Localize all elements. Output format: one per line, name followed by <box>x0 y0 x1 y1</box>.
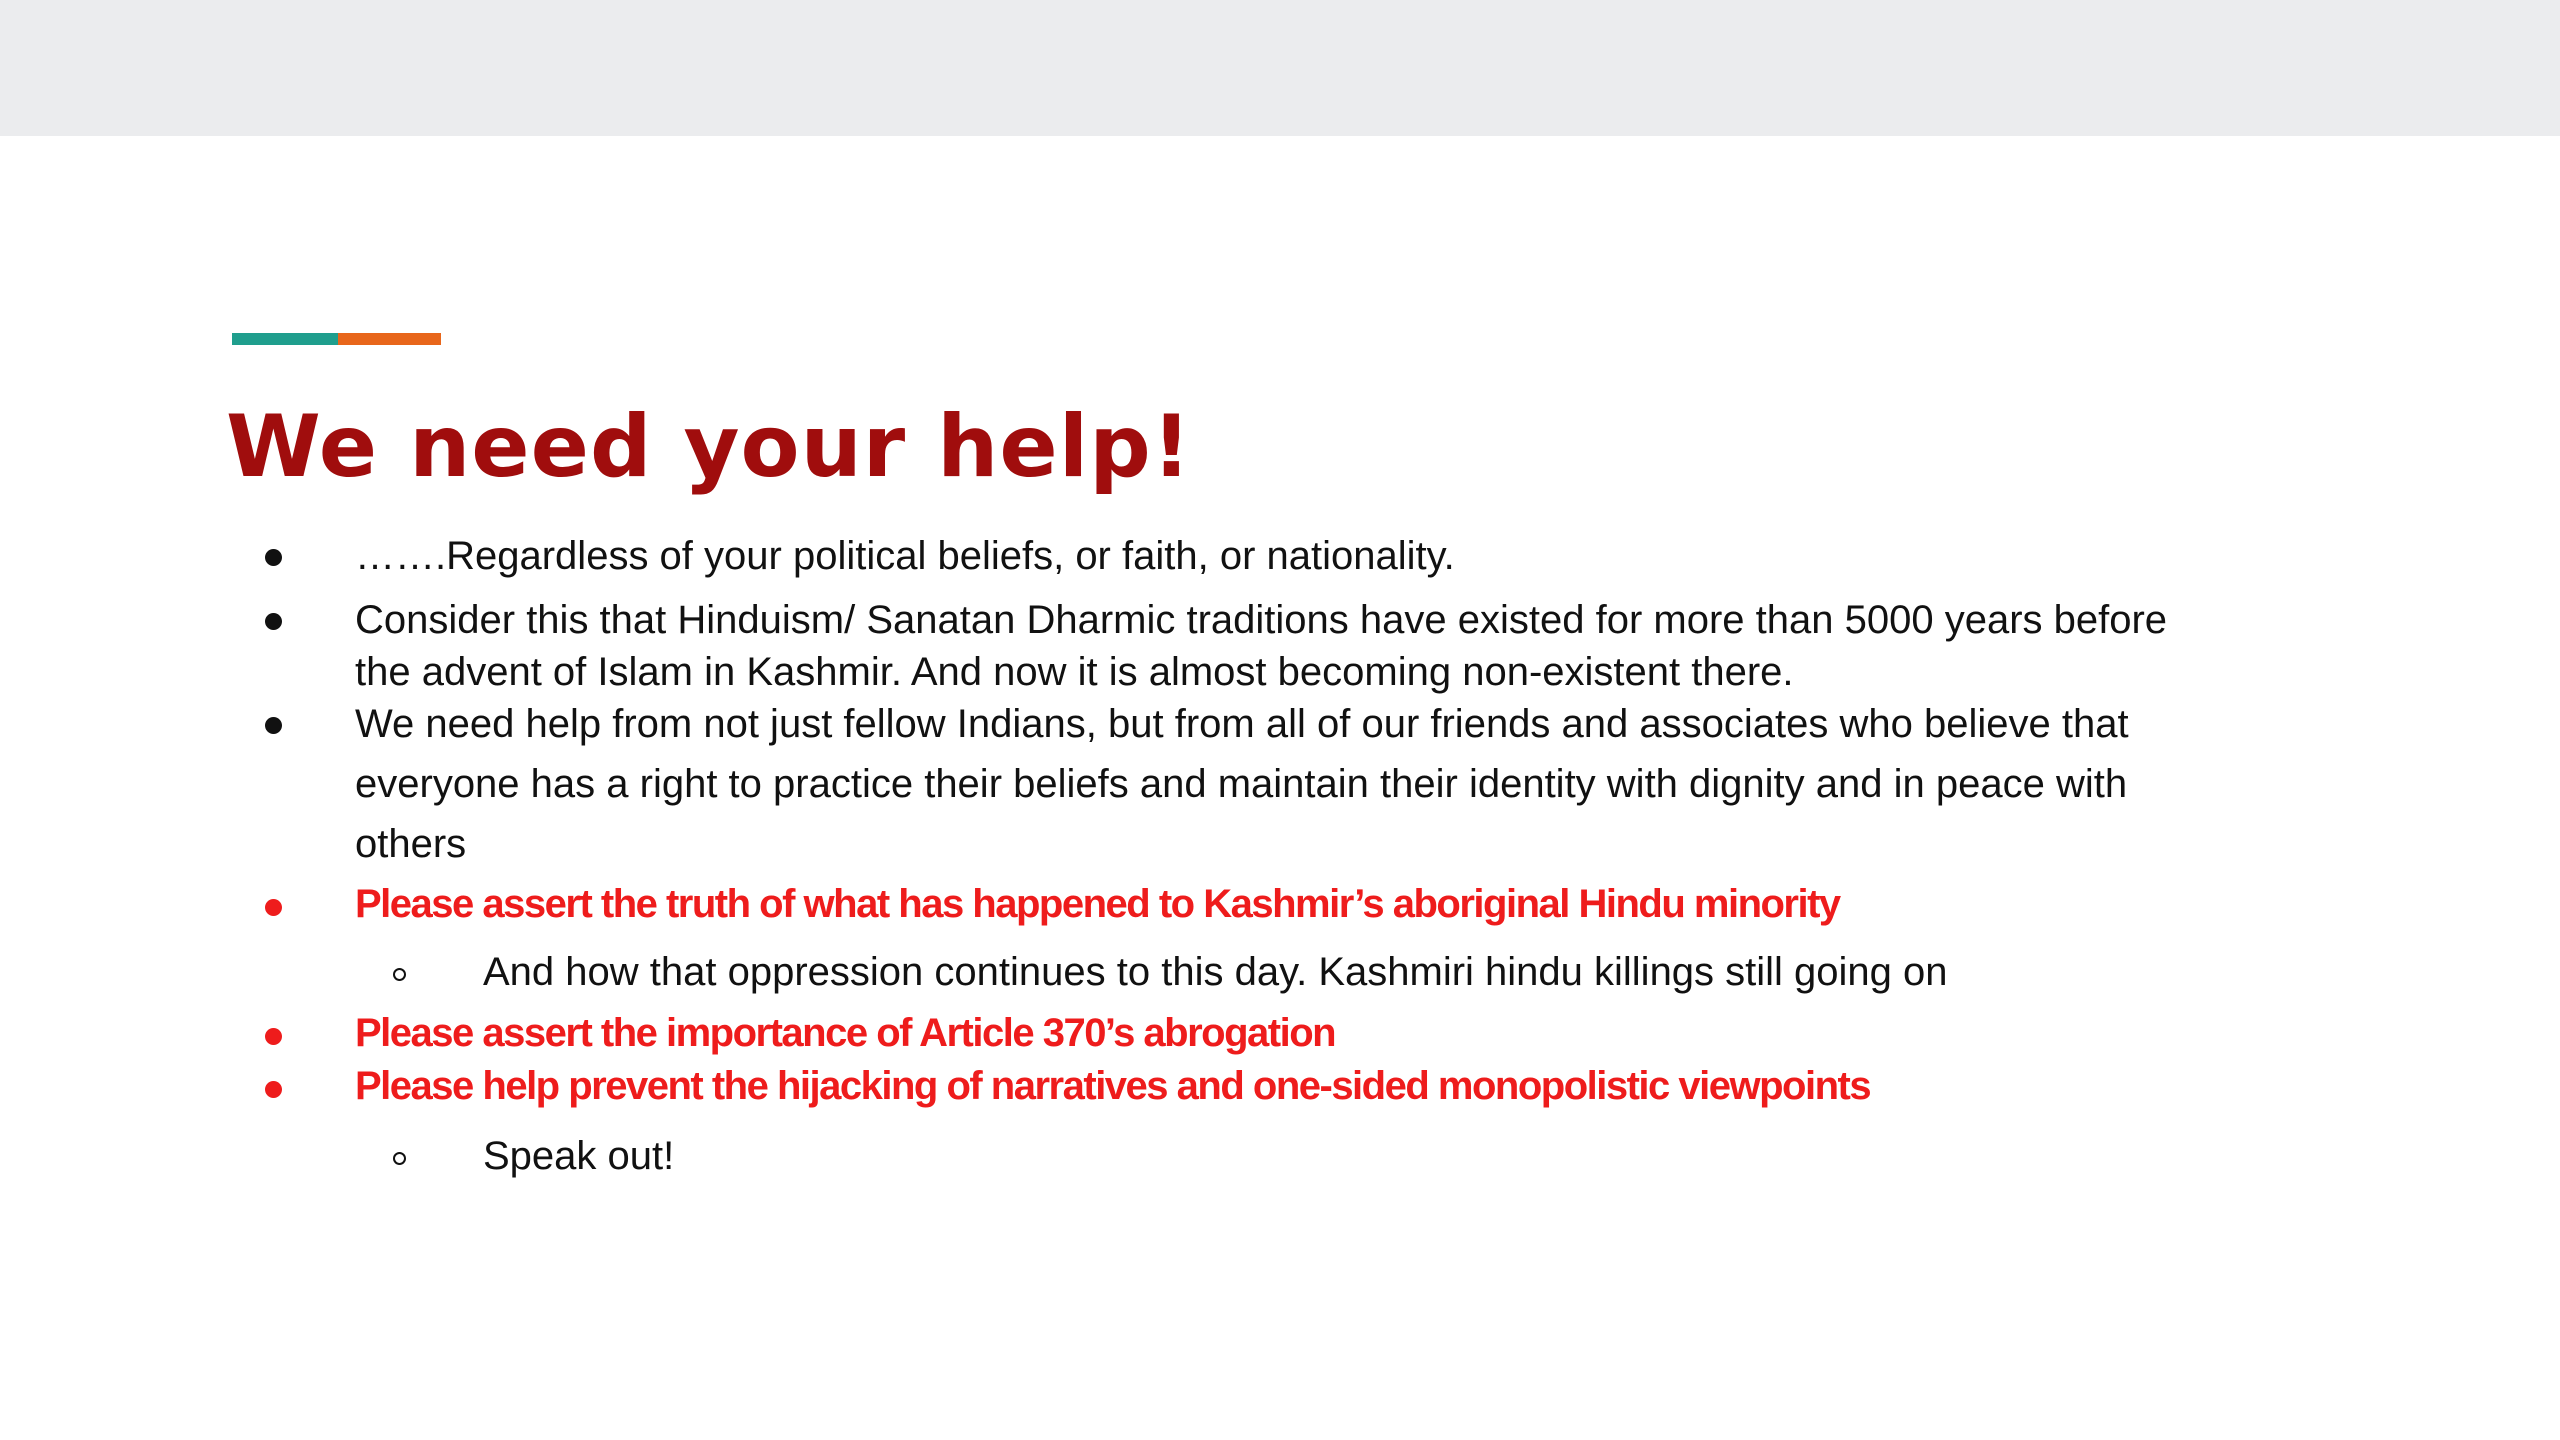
bullet-dot <box>265 717 282 734</box>
bullet-text <box>483 1130 674 1182</box>
bullet-text <box>355 698 2129 878</box>
sub-bullet-circle <box>393 968 406 981</box>
bullet-dot <box>265 1081 282 1098</box>
bullet-dot <box>265 1028 282 1045</box>
sub-bullet-circle <box>393 1152 406 1165</box>
bullet-dot <box>265 549 282 566</box>
bullet-dot <box>265 899 282 916</box>
top-band <box>0 0 2560 136</box>
accent-segment-orange <box>338 333 441 345</box>
bullet-text <box>355 878 1840 930</box>
title-accent-bar <box>232 333 441 345</box>
bullet-line: And how that oppression continues to this day. Kashmiri hindu killings still going on <box>483 950 1948 994</box>
bullet-line: Please help prevent the hijacking of narratives and one-sided monopolistic viewpoints <box>355 1064 1871 1108</box>
bullet-text <box>483 946 1948 998</box>
bullet-text <box>355 1060 1870 1112</box>
bullet-line: …….Regardless of your political beliefs, or faith, or nationality. <box>355 534 1455 578</box>
bullet-line: everyone has a right to practice their beliefs and maintain their identity with dignity and in peace with <box>355 762 2128 806</box>
bullet-text <box>355 594 2167 698</box>
bullet-line: We need help from not just fellow Indians, but from all of our friends and associates who believe that <box>355 702 2129 746</box>
accent-segment-teal <box>232 333 338 345</box>
bullet-dot <box>265 613 282 630</box>
bullet-line: Please assert the importance of Article 370’s abrogation <box>355 1011 1336 1055</box>
bullet-line: Speak out! <box>483 1134 675 1178</box>
bullet-line: others <box>355 822 467 866</box>
bullet-line: Please assert the truth of what has happened to Kashmir’s aboriginal Hindu minority <box>355 882 1840 926</box>
slide-title: We need your help! <box>226 397 1192 497</box>
bullet-line: Consider this that Hinduism/ Sanatan Dharmic traditions have existed for more than 5000 years before <box>355 598 2168 642</box>
bullet-line: the advent of Islam in Kashmir. And now it is almost becoming non-existent there. <box>355 650 1794 694</box>
bullet-text <box>355 1007 1335 1059</box>
bullet-text <box>355 530 1455 582</box>
